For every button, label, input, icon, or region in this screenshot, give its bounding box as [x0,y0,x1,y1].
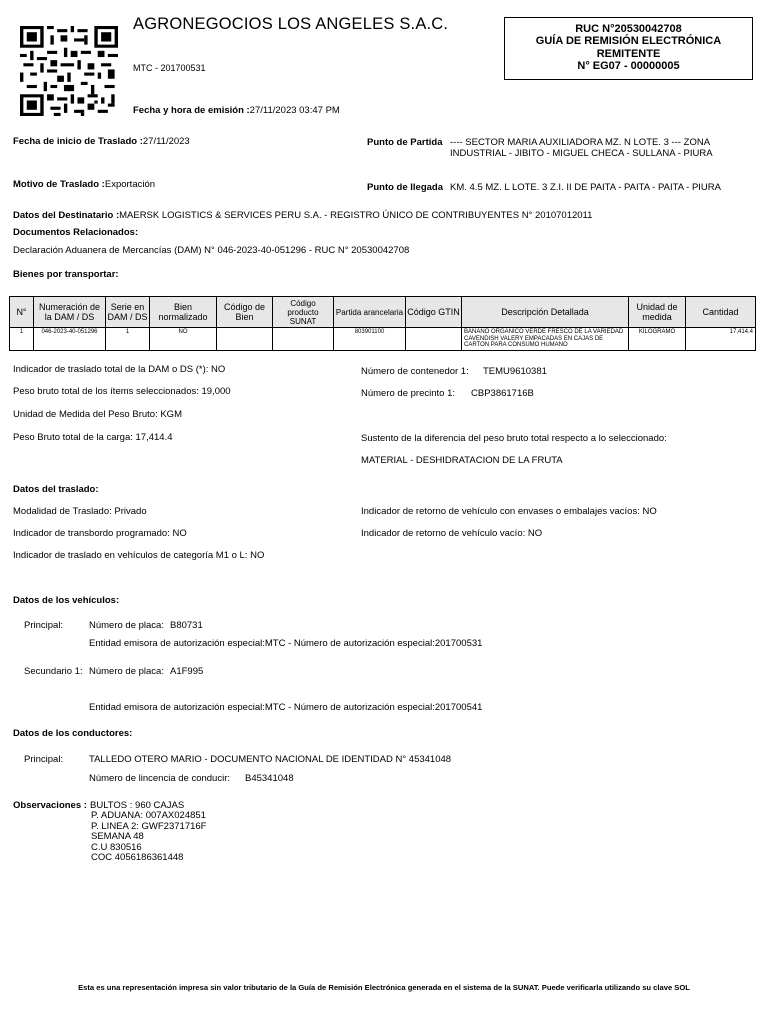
fecha-inicio-traslado [13,136,190,147]
sustento-value: MATERIAL - DESHIDRATACION DE LA FRUTA [361,455,563,466]
table-cell: 1 [10,328,34,351]
indicador-m1l: Indicador de traslado en vehículos de categoría M1 o L: NO [13,550,265,561]
punto-partida-label: Punto de Partida [367,137,443,148]
licencia-value: B45341048 [245,773,294,784]
motivo-label: Motivo de Traslado : [13,179,105,190]
datos-traslado-label: Datos del traslado: [13,484,99,495]
emission-value: 27/11/2023 03:47 PM [249,105,340,116]
col-header: N° [10,297,34,328]
indicador-traslado-total: Indicador de traslado total de la DAM o DS (*): NO [13,364,226,375]
vehiculo-principal-entidad: Entidad emisora de autorización especial:MTC - Número de autorización especial:201700531 [89,638,483,649]
document-subtitle: REMITENTE [596,47,661,60]
goods-table-header [10,297,756,328]
motivo-traslado [13,179,155,190]
observaciones-lines: P. ADUANA: 007AX024851 P. LINEA 2: GWF2371716F SEMANA 48 C.U 830516 COC 4056186361448 [91,810,207,863]
table-cell: BANANO ORGANICO VERDE FRESCO DE LA VARIEDAD CAVENDISH VALERY EMPACADAS EN CAJAS DE CARTON PARA CONSUMO HUMANO [462,328,629,351]
documentos-label: Documentos Relacionados: [13,227,139,238]
bienes-label: Bienes por transportar: [13,269,119,280]
precinto-label: Número de precinto 1: [361,388,455,399]
observaciones-first: BULTOS : 960 CAJAS [90,800,185,811]
footer-note: Esta es una representación impresa sin valor tributario de la Guía de Remisión Electrónica generada en el sistema de la SUNAT. Puede verificarla utilizando su clave SOL [78,983,690,992]
vehiculo-secundario-placa-label: Número de placa: [89,666,164,677]
sustento-label: Sustento de la diferencia del peso bruto total respecto a lo seleccionado: [361,433,667,444]
vehiculo-secundario-entidad: Entidad emisora de autorización especial:MTC - Número de autorización especial:201700541 [89,702,483,713]
emission-label: Fecha y hora de emisión : [133,105,250,116]
conductor-principal-label: Principal: [24,754,64,765]
contenedor-label: Número de contenedor 1: [361,366,469,377]
peso-bruto-items: Peso bruto total de los ítems seleccionados: 19,000 [13,386,231,397]
fecha-inicio-value: 27/11/2023 [142,136,190,147]
table-cell: NO [150,328,217,351]
fecha-inicio-label: Fecha de inicio de Traslado : [13,136,143,147]
destinatario [13,210,592,221]
indicador-retorno-vacio: Indicador de retorno de vehículo vacío: NO [361,528,543,539]
indicador-retorno-envases: Indicador de retorno de vehículo con envases o embalajes vacíos: NO [361,506,657,517]
company-name: AGRONEGOCIOS LOS ANGELES S.A.C. [133,15,449,33]
table-cell [406,328,462,351]
col-header: Partida arancelaria [334,297,406,328]
punto-partida-value: ---- SECTOR MARIA AUXILIADORA MZ. N LOTE. 3 --- ZONA INDUSTRIAL - JIBITO - MIGUEL CHECA - SULLANA - PIURA [450,137,713,159]
vehiculo-principal-placa: B80731 [170,620,203,631]
observaciones-label: Observaciones : [13,800,87,811]
documentos-value: Declaración Aduanera de Mercancías (DAM) N° 046-2023-40-051296 - RUC N° 20530042708 [13,245,410,256]
table-row [10,328,756,351]
table-cell: 1 [106,328,150,351]
destinatario-label: Datos del Destinatario : [13,210,120,221]
indicador-transbordo: Indicador de transbordo programado: NO [13,528,187,539]
unidad-medida-peso: Unidad de Medida del Peso Bruto: KGM [13,409,182,420]
motivo-value: Exportación [104,179,156,190]
col-header: Código de Bien [217,297,273,328]
precinto-value: CBP3861716B [471,388,534,399]
emission-date [133,105,340,116]
table-cell: 17,414.4 [686,328,756,351]
contenedor-value: TEMU9610381 [483,366,547,377]
peso-bruto-carga: Peso Bruto total de la carga: 17,414.4 [13,432,173,443]
col-header: Numeración de la DAM / DS [34,297,106,328]
licencia-label: Número de lincencia de conducir: [89,773,230,784]
goods-table [9,296,756,351]
col-header: Bien normalizado [150,297,217,328]
col-header: Descripción Detallada [462,297,629,328]
table-cell [217,328,273,351]
vehiculo-principal-placa-label: Número de placa: [89,620,164,631]
mtc-number: MTC - 201700531 [133,63,206,73]
punto-llegada-value: KM. 4.5 MZ. L LOTE. 3 Z.I. II DE PAITA - PAITA - PAITA - PIURA [450,182,721,193]
table-cell: 046-2023-40-051296 [34,328,106,351]
ruc-number: RUC N°20530042708 [575,23,682,35]
table-cell [273,328,334,351]
table-cell: 803901100 [334,328,406,351]
col-header: Cantidad [686,297,756,328]
destinatario-value: MAERSK LOGISTICS & SERVICES PERU S.A. - REGISTRO ÚNICO DE CONTRIBUYENTES N° 20107012011 [119,210,593,221]
conductores-label: Datos de los conductores: [13,728,133,739]
document-title: GUÍA DE REMISIÓN ELECTRÓNICA [535,35,722,48]
col-header: Serie en DAM / DS [106,297,150,328]
vehiculo-secundario-label: Secundario 1: [24,666,83,677]
vehiculo-principal-label: Principal: [24,620,64,631]
vehiculos-label: Datos de los vehículos: [13,595,120,606]
conductor-principal-value: TALLEDO OTERO MARIO - DOCUMENTO NACIONAL DE IDENTIDAD N° 45341048 [89,754,452,765]
table-cell: KILOGRAMO [629,328,686,351]
qr-code [20,26,118,116]
vehiculo-secundario-placa: A1F995 [170,666,204,677]
modalidad-traslado: Modalidad de Traslado: Privado [13,506,147,517]
ruc-box [504,17,753,80]
col-header: Código GTIN [406,297,462,328]
col-header: Código producto SUNAT [273,297,334,328]
col-header: Unidad de medida [629,297,686,328]
document-series-number: N° EG07 - 00000005 [577,59,680,72]
punto-llegada-label: Punto de llegada [367,182,444,193]
